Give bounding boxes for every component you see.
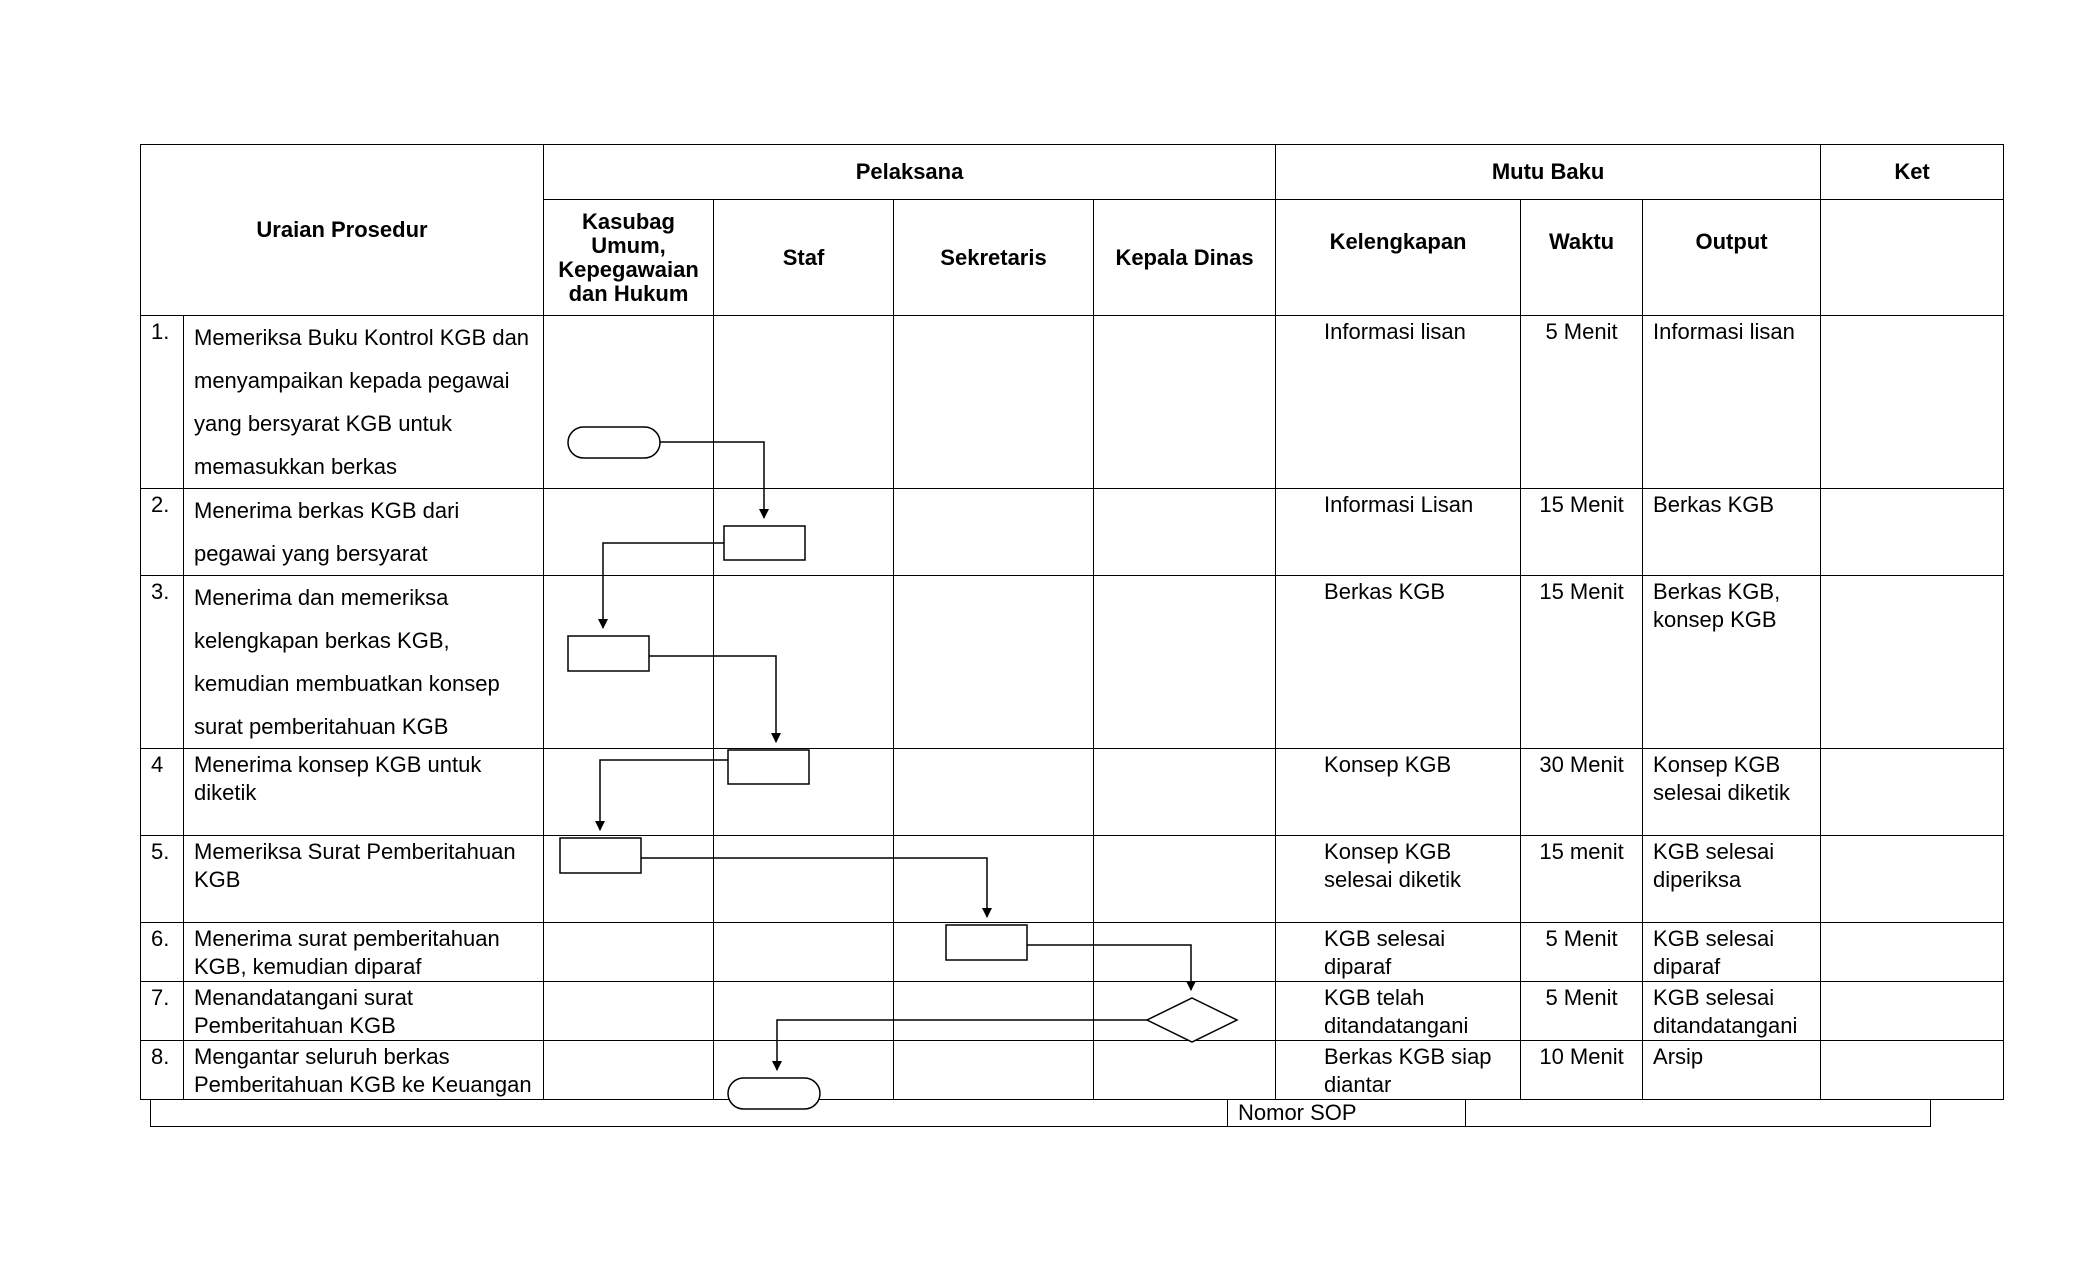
lane-cell — [1094, 836, 1276, 923]
lane-cell — [544, 749, 714, 836]
step-number: 5. — [141, 836, 184, 923]
step-ket — [1821, 836, 2004, 923]
step-kelengkapan: Konsep KGB selesai diketik — [1276, 836, 1521, 923]
actor-line: Umum, — [591, 232, 666, 258]
lane-cell — [714, 316, 894, 489]
lane-cell — [894, 923, 1094, 982]
step-kelengkapan: Informasi lisan — [1276, 316, 1521, 489]
step-waktu: 30 Menit — [1521, 749, 1643, 836]
step-description: Menandatangani surat Pemberitahuan KGB — [184, 982, 544, 1041]
step-waktu: 5 Menit — [1521, 923, 1643, 982]
table-row — [141, 489, 2004, 576]
lane-cell — [544, 1041, 714, 1100]
step-output: KGB selesai ditandatangani — [1643, 982, 1821, 1041]
table-row — [141, 1041, 2004, 1100]
lane-cell — [714, 836, 894, 923]
step-output: Berkas KGB, konsep KGB — [1643, 576, 1821, 749]
step-output: Berkas KGB — [1643, 489, 1821, 576]
footer-nomor-sop-label: Nomor SOP — [1228, 1100, 1466, 1127]
step-output: KGB selesai diperiksa — [1643, 836, 1821, 923]
table-row — [141, 982, 2004, 1041]
step-number: 6. — [141, 923, 184, 982]
lane-cell — [1094, 749, 1276, 836]
sop-number-bar — [150, 1099, 1931, 1127]
lane-cell — [894, 749, 1094, 836]
actor-line: Kasubag — [582, 208, 675, 234]
lane-cell — [544, 923, 714, 982]
step-waktu: 15 Menit — [1521, 576, 1643, 749]
step-ket — [1821, 489, 2004, 576]
lane-cell — [1094, 576, 1276, 749]
step-number: 8. — [141, 1041, 184, 1100]
step-output: KGB selesai diparaf — [1643, 923, 1821, 982]
lane-cell — [1094, 489, 1276, 576]
step-kelengkapan: KGB selesai diparaf — [1276, 923, 1521, 982]
step-waktu: 10 Menit — [1521, 1041, 1643, 1100]
step-ket — [1821, 923, 2004, 982]
header-uraian-prosedur: Uraian Prosedur — [141, 145, 544, 316]
sop-table — [140, 144, 2004, 1100]
step-output: Informasi lisan — [1643, 316, 1821, 489]
table-row — [141, 749, 2004, 836]
step-kelengkapan: KGB telah ditandatangani — [1276, 982, 1521, 1041]
step-kelengkapan: Informasi Lisan — [1276, 489, 1521, 576]
step-ket — [1821, 316, 2004, 489]
lane-cell — [714, 923, 894, 982]
lane-cell — [1094, 923, 1276, 982]
step-number: 4 — [141, 749, 184, 836]
lane-cell — [894, 982, 1094, 1041]
step-description: Menerima konsep KGB untuk diketik — [184, 749, 544, 836]
lane-cell — [894, 1041, 1094, 1100]
header-output: Output — [1643, 200, 1821, 316]
lane-cell — [894, 489, 1094, 576]
lane-cell — [894, 836, 1094, 923]
step-ket — [1821, 982, 2004, 1041]
step-output: Konsep KGB selesai diketik — [1643, 749, 1821, 836]
header-waktu: Waktu — [1521, 200, 1643, 316]
step-kelengkapan: Konsep KGB — [1276, 749, 1521, 836]
header-actor-staf: Staf — [714, 200, 894, 316]
footer-blank — [151, 1100, 1228, 1127]
lane-cell — [714, 1041, 894, 1100]
step-description: Mengantar seluruh berkas Pemberitahuan KGB ke Keuangan — [184, 1041, 544, 1100]
lane-cell — [544, 316, 714, 489]
header-pelaksana: Pelaksana — [544, 145, 1276, 200]
header-mutu-baku: Mutu Baku — [1276, 145, 1821, 200]
footer-nomor-sop-value — [1466, 1100, 1931, 1127]
step-description: Menerima surat pemberitahuan KGB, kemudian diparaf — [184, 923, 544, 982]
step-output: Arsip — [1643, 1041, 1821, 1100]
table-row — [141, 576, 2004, 749]
header-actor-kepala-dinas: Kepala Dinas — [1094, 200, 1276, 316]
step-description: Memeriksa Surat Pemberitahuan KGB — [184, 836, 544, 923]
step-waktu: 5 Menit — [1521, 982, 1643, 1041]
lane-cell — [894, 576, 1094, 749]
table-row — [141, 836, 2004, 923]
step-ket — [1821, 1041, 2004, 1100]
lane-cell — [714, 982, 894, 1041]
step-description: Menerima dan memeriksa kelengkapan berkas KGB, kemudian membuatkan konsep surat pemberitahuan KGB — [184, 576, 544, 749]
lane-cell — [544, 576, 714, 749]
lane-cell — [1094, 1041, 1276, 1100]
header-ket-empty — [1821, 200, 2004, 316]
header-ket: Ket — [1821, 145, 2004, 200]
step-description: Memeriksa Buku Kontrol KGB dan menyampaikan kepada pegawai yang bersyarat KGB untuk memasukkan berkas — [184, 316, 544, 489]
step-waktu: 5 Menit — [1521, 316, 1643, 489]
step-number: 3. — [141, 576, 184, 749]
lane-cell — [714, 489, 894, 576]
lane-cell — [544, 489, 714, 576]
step-number: 1. — [141, 316, 184, 489]
table-row — [141, 316, 2004, 489]
step-ket — [1821, 749, 2004, 836]
lane-cell — [544, 836, 714, 923]
actor-line: dan Hukum — [568, 280, 689, 306]
lane-cell — [894, 316, 1094, 489]
header-actor-kasubag — [544, 200, 714, 316]
step-waktu: 15 Menit — [1521, 489, 1643, 576]
lane-cell — [1094, 982, 1276, 1041]
step-number: 2. — [141, 489, 184, 576]
lane-cell — [714, 749, 894, 836]
lane-cell — [1094, 316, 1276, 489]
header-actor-sekretaris: Sekretaris — [894, 200, 1094, 316]
step-ket — [1821, 576, 2004, 749]
step-description: Menerima berkas KGB dari pegawai yang bersyarat — [184, 489, 544, 576]
actor-line: Kepegawaian — [558, 256, 699, 282]
table-row — [141, 923, 2004, 982]
step-kelengkapan: Berkas KGB siap diantar — [1276, 1041, 1521, 1100]
step-number: 7. — [141, 982, 184, 1041]
step-waktu: 15 menit — [1521, 836, 1643, 923]
header-kelengkapan: Kelengkapan — [1276, 200, 1521, 316]
step-kelengkapan: Berkas KGB — [1276, 576, 1521, 749]
lane-cell — [544, 982, 714, 1041]
lane-cell — [714, 576, 894, 749]
